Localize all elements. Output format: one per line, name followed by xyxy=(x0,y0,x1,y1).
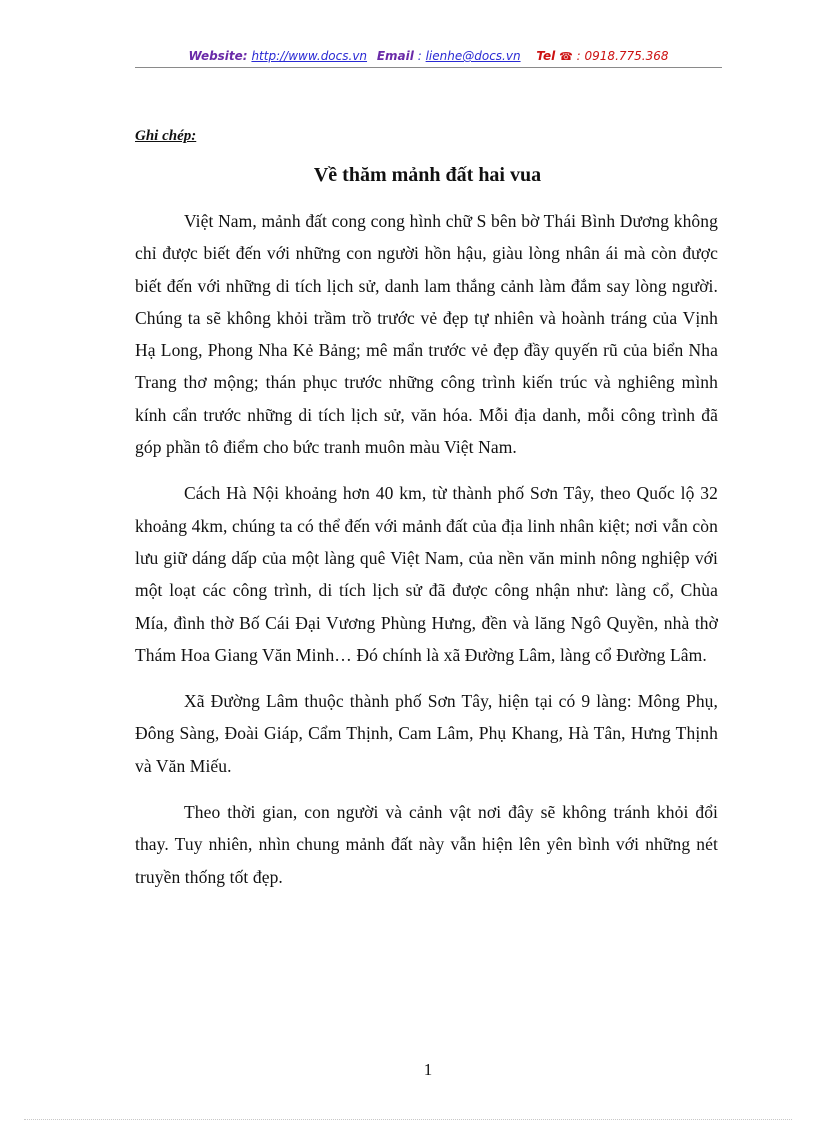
website-label: Website: xyxy=(188,49,248,63)
paragraph: Theo thời gian, con người và cảnh vật nơi đây sẽ không tránh khỏi đổi thay. Tuy nhiên, nhìn chung mảnh đất này vẫn hiện lên yên bình với những nét truyền thống tốt đẹp. xyxy=(135,802,718,887)
document-body xyxy=(135,205,718,907)
tel-colon: : xyxy=(576,49,581,63)
phone-icon: ☎ xyxy=(559,50,573,63)
website-link[interactable]: http://www.docs.vn xyxy=(251,49,368,63)
page-number: 1 xyxy=(423,1060,433,1079)
document-title: Về thăm mảnh đất hai vua xyxy=(313,164,542,186)
paragraph: Việt Nam, mảnh đất cong cong hình chữ S bên bờ Thái Bình Dương không chỉ được biết đến với những con người hồn hậu, giàu lòng nhân ái mà còn được biết đến với những di tích lịch sử, danh lam thắng cảnh làm đắm say lòng người. Chúng ta sẽ không khỏi trầm trồ trước vẻ đẹp tự nhiên và hoành tráng của Vịnh Hạ Long, Phong Nha Kẻ Bảng; mê mẩn trước vẻ đẹp đầy quyến rũ của biển Nha Trang thơ mộng; thán phục trước những công trình kiến trúc và nghiêng mình kính cẩn trước những di tích lịch sử, văn hóa. Mỗi địa danh, mỗi công trình đã góp phần tô điểm cho bức tranh muôn màu Việt Nam. xyxy=(135,211,718,458)
page-bottom-border xyxy=(24,1119,792,1120)
page-header xyxy=(135,47,722,68)
tel-label: Tel xyxy=(536,49,556,63)
email-label: Email xyxy=(376,49,414,63)
tel-number: 0918.775.368 xyxy=(584,49,669,63)
section-label: Ghi chép: xyxy=(135,128,197,144)
paragraph: Xã Đường Lâm thuộc thành phố Sơn Tây, hiện tại có 9 làng: Mông Phụ, Đông Sàng, Đoài Giáp, Cẩm Thịnh, Cam Lâm, Phụ Khang, Hà Tân, Hưng Thịnh và Văn Miếu. xyxy=(135,691,718,776)
paragraph: Cách Hà Nội khoảng hơn 40 km, từ thành phố Sơn Tây, theo Quốc lộ 32 khoảng 4km, chúng ta có thể đến với mảnh đất của địa linh nhân kiệt; nơi vẫn còn lưu giữ dáng dấp của một làng quê Việt Nam, của nền văn minh nông nghiệp với một loạt các công trình, di tích lịch sử đã được công nhận như: làng cổ, Chùa Mía, đình thờ Bố Cái Đại Vương Phùng Hưng, đền và lăng Ngô Quyền, nhà thờ Thám Hoa Giang Văn Minh… Đó chính là xã Đường Lâm, làng cổ Đường Lâm. xyxy=(135,483,718,665)
email-colon: : xyxy=(417,49,422,63)
email-link[interactable]: lienhe@docs.vn xyxy=(425,49,521,63)
